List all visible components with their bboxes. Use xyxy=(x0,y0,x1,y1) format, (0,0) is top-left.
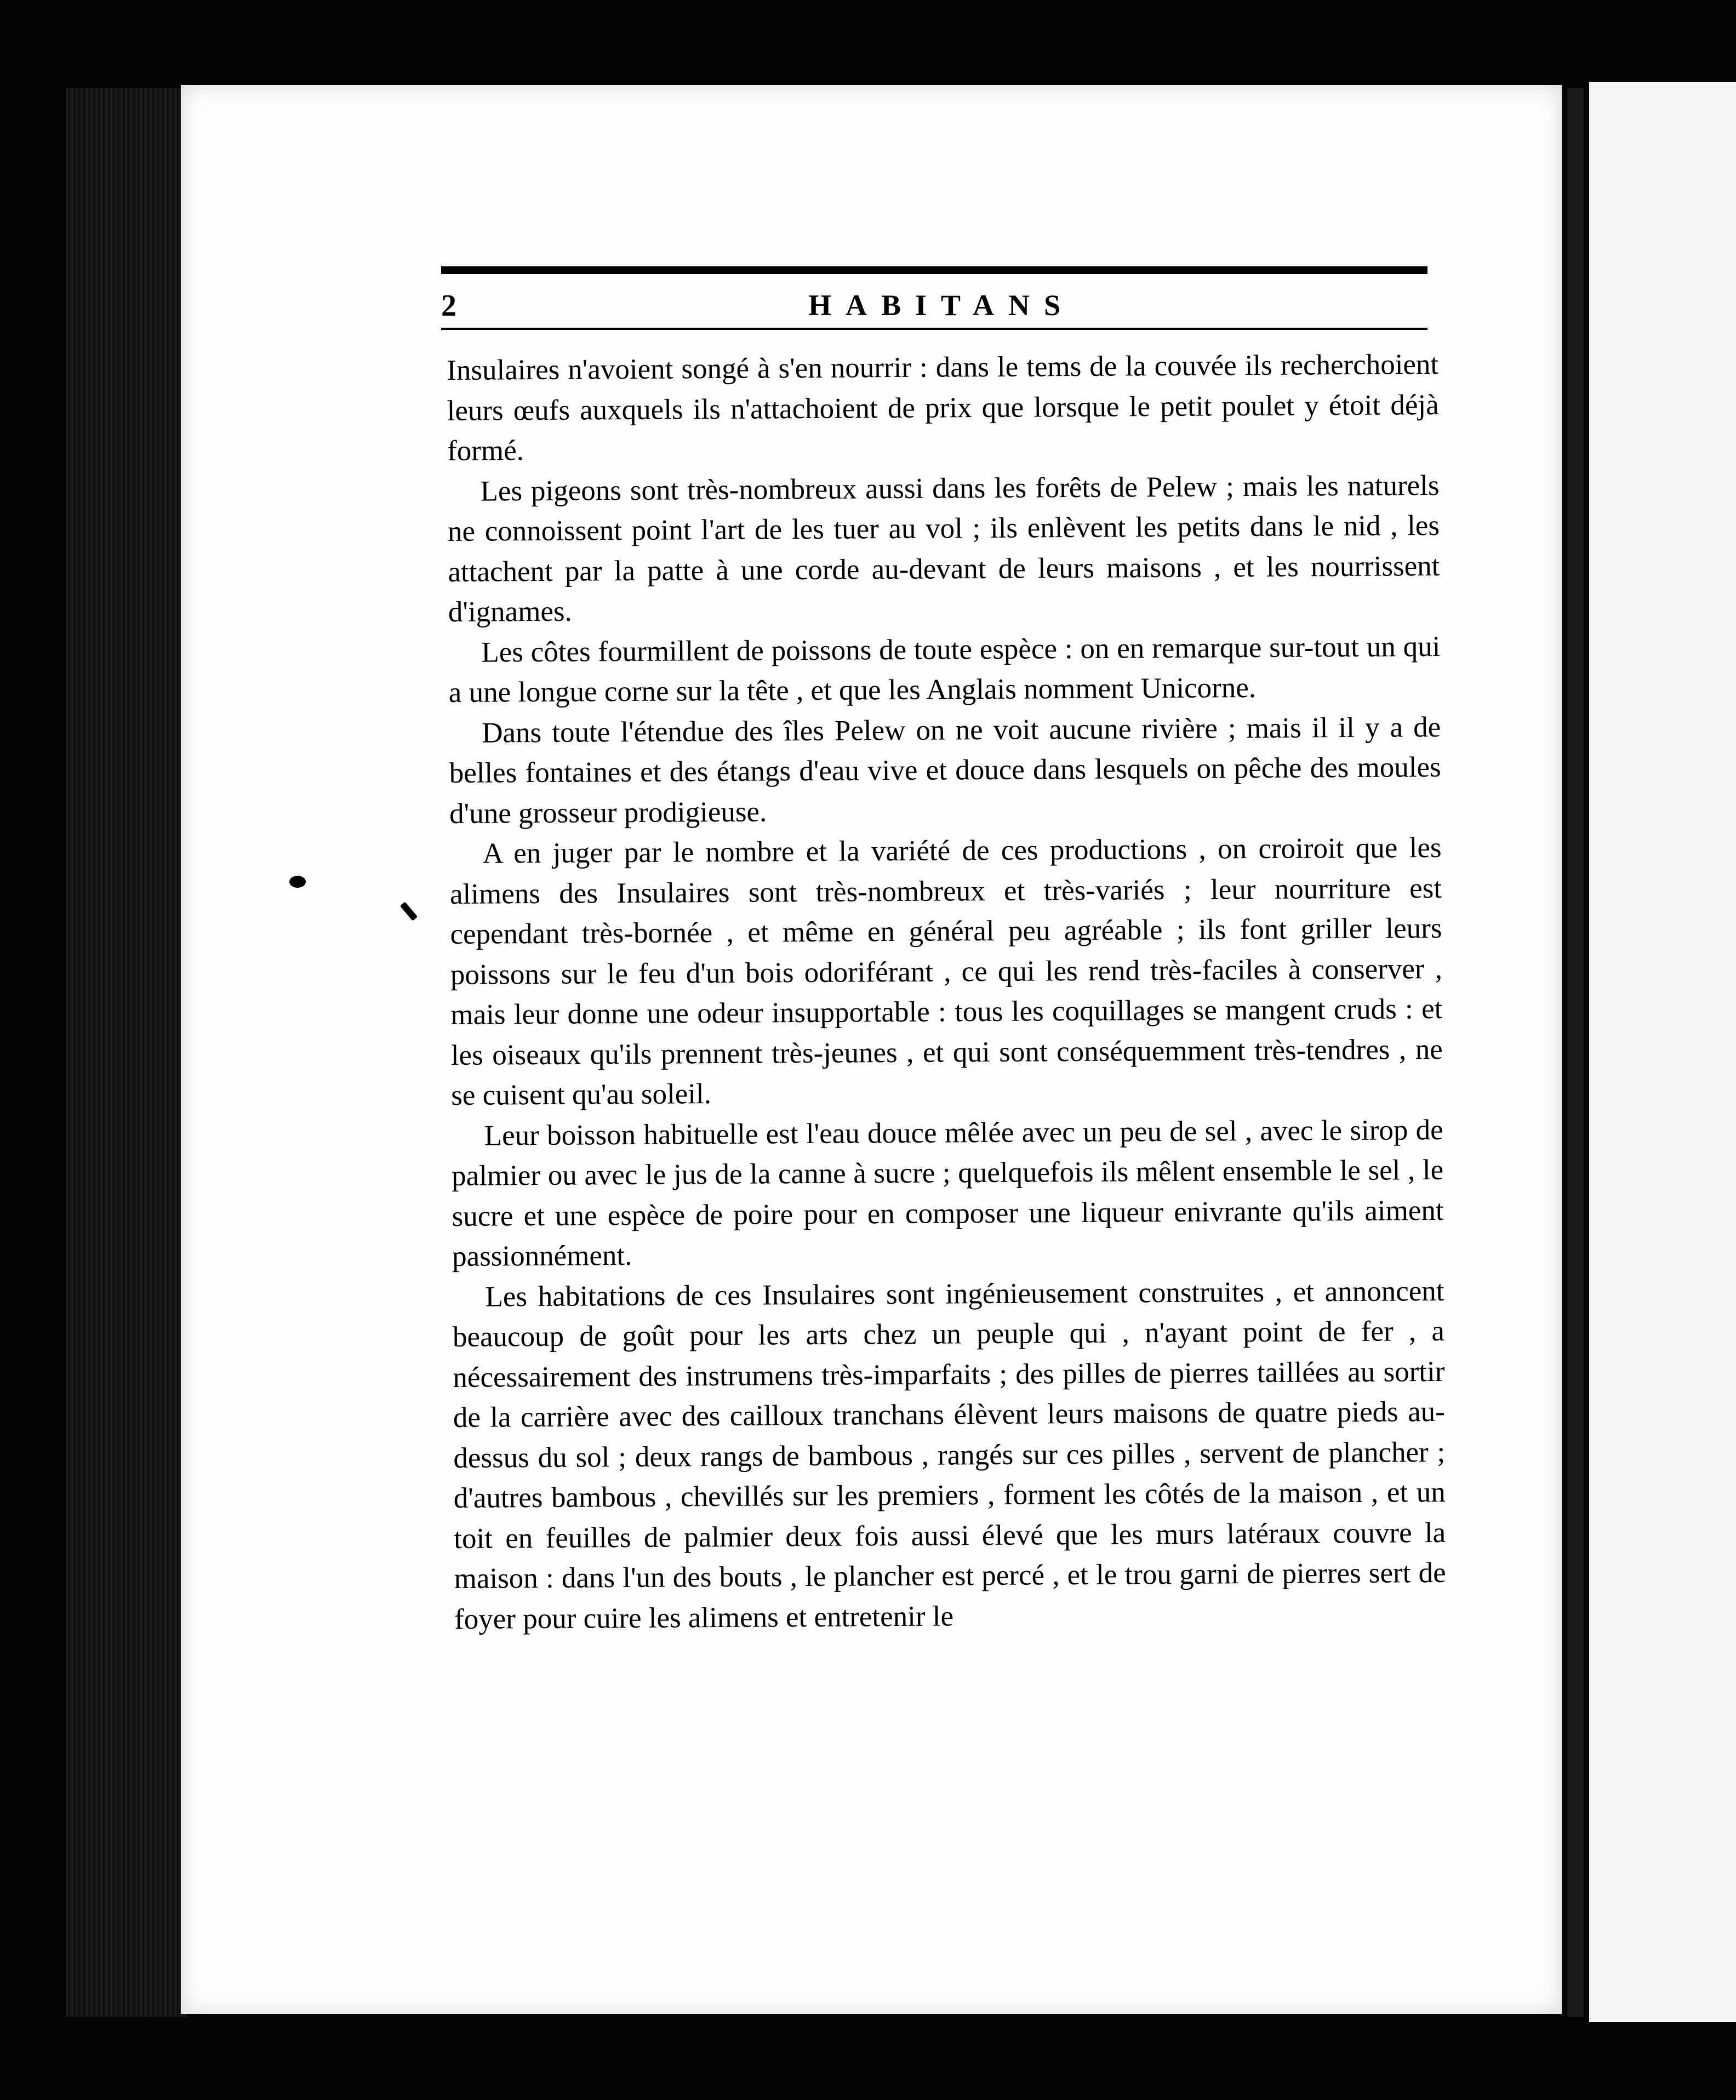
body-text xyxy=(447,345,1446,1640)
book-page-edges xyxy=(66,88,186,2017)
adjacent-page xyxy=(1589,82,1736,2022)
page-number: 2 xyxy=(441,289,456,323)
paragraph: Les pigeons sont très-nombreux aussi dans les forêts de Pelew ; mais les naturels ne connoissent point l'art de les tuer au vol ; ils enlèvent les petits dans le nid , les attachent par la patte à une corde au-devant de leurs maisons , et les nourrissent d'ignames. xyxy=(447,469,1440,628)
header-rule-top xyxy=(441,266,1427,274)
paragraph: Leur boisson habituelle est l'eau douce mêlée avec un peu de sel , avec le sirop de palmier ou avec le jus de la canne à sucre ; quelquefois ils mêlent ensemble le sel , le sucre et une espèce de poire pour en composer une liqueur enivrante qu'ils aiment passionnément. xyxy=(452,1114,1444,1272)
paragraph: Les côtes fourmillent de poissons de toute espèce : on en remarque sur-tout un qui a une longue corne sur la tête , et que les Anglais nomment Unicorne. xyxy=(448,630,1441,709)
page-header xyxy=(441,266,1427,338)
gutter-shadow xyxy=(1567,88,1584,2017)
ink-speck xyxy=(289,876,306,888)
paragraph: Dans toute l'étendue des îles Pelew on ne voit aucune rivière ; mais il il y a de belles fontaines et des étangs d'eau vive et douce dans lesquels on pêche des moules d'une grosseur prodigieuse. xyxy=(449,711,1441,830)
paragraph: Insulaires n'avoient songé à s'en nourrir : dans le tems de la couvée ils recherchoient leurs œufs auxquels ils n'attachoient de prix que lorsque le petit poulet y étoit déjà formé. xyxy=(447,348,1439,467)
paragraph: A en juger par le nombre et la variété de ces productions , on croiroit que les alimens des Insulaires sont très-nombreux et très-variés ; leur nourriture est cependant très-bornée , et même en général peu agréable ; ils font griller leurs poissons sur le feu d'un bois odoriférant , ce qui les rend très-faciles à conserver , mais leur donne une odeur insupportable : tous les coquillages se mangent cruds : et les oiseaux qu'ils prennent très-jeunes , et qui sont conséquemment très-tendres , ne se cuisent qu'au soleil. xyxy=(449,831,1443,1111)
header-rule-bottom xyxy=(441,328,1427,330)
paragraph: Les habitations de ces Insulaires sont ingénieusement construites , et annoncent beaucoup de goût pour les arts chez un peuple qui , n'ayant point de fer , a nécessairement des instrumens très-imparfaits ; des pilles de pierres taillées au sortir de la carrière avec des cailloux tranchans élèvent leurs maisons de quatre pieds au-dessus du sol ; deux rangs de bambous , rangés sur ces pilles , servent de plancher ; d'autres bambous , chevillés sur les premiers , forment les côtés de la maison , et un toit en feuilles de palmier deux fois aussi élevé que les murs latéraux couvre la maison : dans l'un des bouts , le plancher est percé , et le trou garni de pierres sert de foyer pour cuire les alimens et entretenir le xyxy=(452,1275,1446,1635)
running-title: HABITANS xyxy=(808,289,1075,322)
